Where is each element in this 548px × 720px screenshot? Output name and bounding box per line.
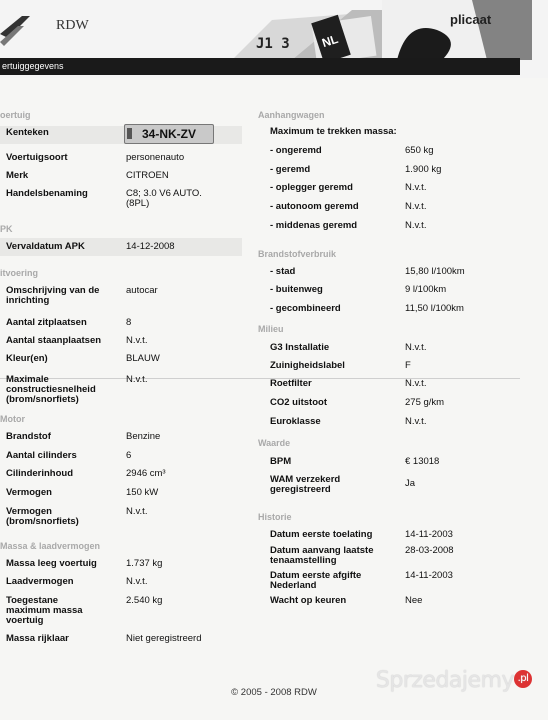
massa-rijklaar-value: Niet geregistreerd [126,633,202,644]
wacht-value: Nee [405,595,423,606]
g3-value: N.v.t. [405,342,427,353]
roetfilter-value: N.v.t. [405,378,427,389]
stad-value: 15,80 l/100km [405,266,465,277]
vermogen-value: 150 kW [126,487,159,498]
geremd-label: - geremd [270,164,311,175]
section-milieu: Milieu [258,324,284,334]
staanplaatsen-label: Aantal staanplaatsen [6,335,102,346]
section-apk: PK [0,224,13,234]
nl-badge: NL [320,31,340,51]
kenteken-plate [124,124,214,144]
vervaldatum-value: 14-12-2008 [126,241,175,252]
oplegger-value: N.v.t. [405,182,427,193]
header [0,0,548,78]
omschrijving-label: Omschrijving van de inrichting [6,285,100,306]
gecombineerd-label: - gecombineerd [270,303,341,314]
middenas-value: N.v.t. [405,220,427,231]
kenteken-label: Kenteken [6,127,49,138]
section-waarde: Waarde [258,438,291,448]
vervaldatum-label: Vervaldatum APK [6,241,85,252]
gecombineerd-value: 11,50 l/100km [405,303,464,314]
merk-label: Merk [6,170,29,181]
maxsnelheid-label: Maximale constructiesnelheid (brom/snorfiets) [6,374,96,405]
watermark-dot: .pl [514,670,532,688]
zuinigheid-label: Zuinigheidslabel [270,360,345,371]
wam-label: WAM verzekerd geregistreerd [270,474,341,495]
euroklasse-value: N.v.t. [405,416,427,427]
brand-name: RDW [56,18,89,33]
massa-leeg-value: 1.737 kg [126,558,163,569]
autonoom-value: N.v.t. [405,201,427,212]
oplegger-label: - oplegger geremd [270,182,353,193]
rdw-logo-icon [0,12,32,48]
plate-text: plicaat [450,12,492,27]
kenteken-value: 34-NK-ZV [141,127,196,141]
cilinderinhoud-label: Cilinderinhoud [6,468,74,479]
watermark-text: Sprzedajemy [375,668,514,693]
cilinders-label: Aantal cilinders [6,450,77,461]
massa-rijklaar-label: Massa rijklaar [6,633,69,644]
g3-label: G3 Installatie [270,342,330,353]
buitenweg-label: - buitenweg [270,284,323,295]
co2-value: 275 g/km [405,397,445,408]
section-banner: ertuiggegevens [0,58,520,75]
cilinders-value: 6 [126,450,132,461]
laadvermogen-label: Laadvermogen [6,576,74,587]
eerste-toelating-value: 14-11-2003 [405,529,453,540]
footer-copyright: © 2005 - 2008 RDW [231,687,317,698]
voertuigsoort-label: Voertuigsoort [6,152,68,163]
eerste-afgifte-label: Datum eerste afgifte Nederland [270,570,362,591]
toegestane-label: Toegestane maximum massa voertuig [6,595,83,626]
watermark [376,668,532,693]
section-historie: Historie [258,512,292,522]
merk-value: CITROEN [126,170,169,181]
aanvang-value: 28-03-2008 [405,545,454,556]
voertuigsoort-value: personenauto [126,152,185,163]
section-massa: Massa & laadvermogen [0,541,101,551]
maxsnelheid-value: N.v.t. [126,374,148,385]
massa-leeg-label: Massa leeg voertuig [6,558,97,569]
aanvang-label: Datum aanvang laatste tenaamstelling [270,545,374,566]
euroklasse-label: Euroklasse [270,416,321,427]
eerste-afgifte-value: 14-11-2003 [405,570,453,581]
omschrijving-value: autocar [126,285,158,296]
vermogen-label: Vermogen [6,487,52,498]
vermogen-brom-label: Vermogen (brom/snorfiets) [6,506,79,527]
brandstof-label: Brandstof [6,431,51,442]
section-voertuig: oertuig [0,110,31,120]
zitplaatsen-value: 8 [126,317,132,328]
geremd-value: 1.900 kg [405,164,442,175]
ongeremd-label: - ongeremd [270,145,322,156]
zitplaatsen-label: Aantal zitplaatsen [6,317,87,328]
roetfilter-label: Roetfilter [270,378,312,389]
section-uitvoering: itvoering [0,268,39,278]
toegestane-value: 2.540 kg [126,595,163,606]
handelsbenaming-label: Handelsbenaming [6,188,88,199]
laadvermogen-value: N.v.t. [126,576,148,587]
kleur-label: Kleur(en) [6,353,48,364]
cilinderinhoud-value: 2946 cm³ [126,468,166,479]
section-brandstofverbruik: Brandstofverbruik [258,249,337,259]
wam-value: Ja [405,478,416,489]
buitenweg-value: 9 l/100km [405,284,447,295]
plate-eu-strip-icon [127,128,132,139]
kleur-value: BLAUW [126,353,160,364]
stad-label: - stad [270,266,296,277]
zuinigheid-value: F [405,360,411,371]
max-trekken-label: Maximum te trekken massa: [270,126,397,137]
vermogen-brom-value: N.v.t. [126,506,148,517]
ongeremd-value: 650 kg [405,145,434,156]
eerste-toelating-label: Datum eerste toelating [270,529,373,540]
bpm-label: BPM [270,456,292,467]
autonoom-label: - autonoom geremd [270,201,359,212]
co2-label: CO2 uitstoot [270,397,327,408]
wacht-label: Wacht op keuren [270,595,347,606]
bpm-value: € 13018 [405,456,440,467]
middenas-label: - middenas geremd [270,220,358,231]
section-motor: Motor [0,414,25,424]
brandstof-value: Benzine [126,431,161,442]
staanplaatsen-value: N.v.t. [126,335,148,346]
section-aanhangwagen: Aanhangwagen [258,110,325,120]
handelsbenaming-value: C8; 3.0 V6 AUTO. (8PL) [126,188,202,209]
plate-text-small: J1 3 [256,36,290,52]
